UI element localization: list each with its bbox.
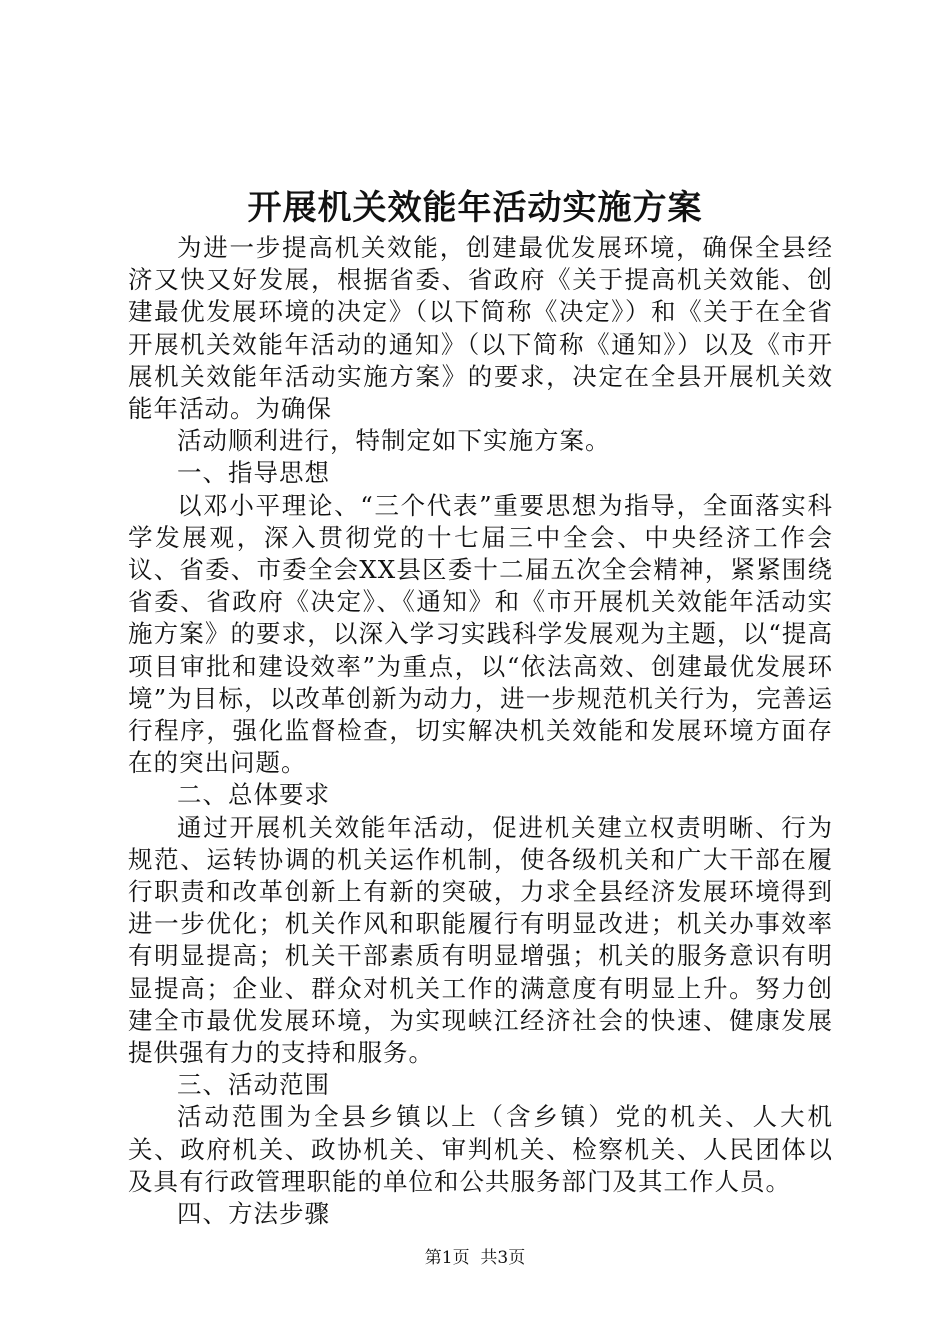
paragraph-intro-continued: 活动顺利进行，特制定如下实施方案。 — [177, 426, 611, 456]
paragraph-guiding-ideology: 以邓小平理论、“三个代表”重要思想为指导，全面落实科学发展观，深入贯彻党的十七届三中全会、中央经济工作会议、省委、市委全会XX县区委十二届五次全会精神，紧紧围绕省委、省政府《决定》、《通知》和《市开展机关效能年活动实施方案》的要求，以深入学习实践科学发展观为主题，以“提高项目审批和建设效率”为重点，以“依法高效、创建最优发展环境”为目标，以改革创新为动力，进一步规范机关行为，完善运行程序，强化监督检查，切实解决机关效能和发展环境方面存在的突出问题。 — [128, 490, 833, 778]
page-total: 共3页 — [480, 1248, 526, 1268]
section-heading-methods-steps: 四、方法步骤 — [177, 1199, 330, 1229]
document-title: 开展机关效能年活动实施方案 — [247, 188, 703, 228]
page-number: 第1页 — [424, 1248, 470, 1268]
section-heading-overall-requirements: 二、总体要求 — [177, 780, 330, 810]
paragraph-overall-requirements: 通过开展机关效能年活动，促进机关建立权责明晰、行为规范、运转协调的机关运作机制，使各级机关和广大干部在履行职责和改革创新上有新的突破，力求全县经济发展环境得到进一步优化；机关作风和职能履行有明显改进；机关办事效率有明显提高；机关干部素质有明显增强；机关的服务意识有明显提高；企业、群众对机关工作的满意度有明显上升。努力创建全市最优发展环境，为实现峡江经济社会的快速、健康发展提供强有力的支持和服务。 — [128, 812, 833, 1068]
document-body — [128, 232, 833, 1230]
section-heading-guiding-ideology: 一、指导思想 — [177, 458, 330, 488]
paragraph-intro: 为进一步提高机关效能，创建最优发展环境，确保全县经济又快又好发展，根据省委、省政府《关于提高机关效能、创建最优发展环境的决定》（以下简称《决定》）和《关于在全省开展机关效能年活动的通知》（以下简称《通知》）以及《市开展机关效能年活动实施方案》的要求，决定在全县开展机关效能年活动。为确保 — [128, 233, 833, 424]
paragraph-activity-scope: 活动范围为全县乡镇以上（含乡镇）党的机关、人大机关、政府机关、政协机关、审判机关、检察机关、人民团体以及具有行政管理职能的单位和公共服务部门及其工作人员。 — [128, 1102, 833, 1196]
page-footer — [0, 1246, 950, 1270]
section-heading-activity-scope: 三、活动范围 — [177, 1070, 330, 1100]
